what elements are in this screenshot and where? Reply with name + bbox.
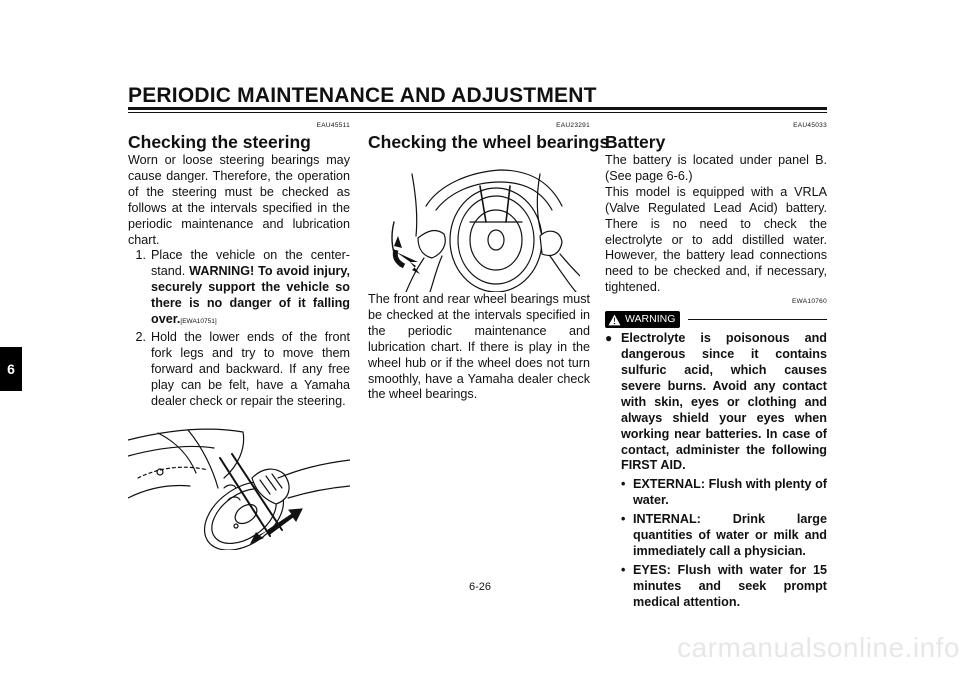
step-item [128,330,350,410]
warning-item [605,331,827,474]
section-code: EAU45511 [316,122,350,129]
wheel-bearing-check-illustration [390,166,580,292]
page-header-title: PERIODIC MAINTENANCE AND ADJUSTMENT [128,84,597,107]
section-title: Checking the wheel bearings [368,132,610,152]
warning-heading [605,311,827,328]
section-code: EAU45033 [793,122,827,129]
battery-description: This model is equipped with a VRLA (Valve Regulated Lead Acid) battery. There is no need to check the electrolyte or to add distilled water. However, the battery lead connections need to be checked and, if necessary, tightened. [605,184,827,295]
step-warning: WARNING! To avoid injury, securely support the vehicle so there is no danger of it falling over. [151,264,350,327]
header-rule [128,107,827,110]
header-rule-thin [128,112,827,113]
chapter-tab: 6 [0,347,22,391]
first-aid-item [605,512,827,560]
warning-code: [EWA10751] [180,318,217,326]
step-number: 1. [135,248,146,263]
first-aid-item [605,477,827,509]
warning-code: EWA10760 [791,298,827,306]
first-aid-text: EYES: Flush with water for 15 minutes and seek prompt medical attention. [633,562,827,609]
wheel-bearings-text: The front and rear wheel bearings must be checked at the intervals specified in the periodic maintenance and lubrication chart. If there is play in the wheel hub or if the wheel does not turn smoothly, have a Yamaha dealer check the wheel bearings. [368,292,590,402]
steering-check-illustration [128,418,350,550]
step-item [128,248,350,330]
first-aid-text: EXTERNAL: Flush with plenty of water. [633,477,827,508]
warning-text: Electrolyte is poisonous and dangerous since it contains sulfuric acid, which causes severe burns. Avoid any contact with skin, eyes or clothing and always shield your eyes when working near batteries. In case of contact, administer the following FIRST AID. [621,331,827,473]
sub-bullet-icon: • [621,562,626,577]
page-number: 6-26 [468,581,492,593]
battery-section [605,122,827,611]
step-text-wrap [151,248,350,330]
first-aid-text: INTERNAL: Drink large quantities of water or milk and immediately call a physician. [633,512,827,558]
warning-triangle-icon [608,314,621,326]
step-number: 2. [135,329,146,344]
warning-label: WARNING [625,312,676,325]
section-code: EAU23291 [556,122,590,129]
watermark: carmanualsonline.info [677,632,960,663]
section-title: Checking the steering [128,132,311,152]
battery-location-text: The battery is located under panel B. (See page 6-6.) [605,153,827,183]
sub-bullet-icon: • [621,477,626,492]
steering-section [128,122,350,410]
step-text: Hold the lower ends of the front fork legs and try to move them forward and backward. If any free play can be felt, have a Yamaha dealer check or repair the steering. [151,329,350,408]
warning-label-box [605,311,680,328]
step-text: Place the vehicle on the center-stand. [151,248,350,279]
steering-intro: Worn or loose steering bearings may cause danger. Therefore, the operation of the steering must be checked as follows at the intervals specified in the periodic maintenance and lubrication chart. [128,153,350,247]
warning-rule [688,319,827,320]
bullet-icon: ● [605,331,613,346]
section-title: Battery [605,132,666,152]
sub-bullet-icon: • [621,512,626,527]
